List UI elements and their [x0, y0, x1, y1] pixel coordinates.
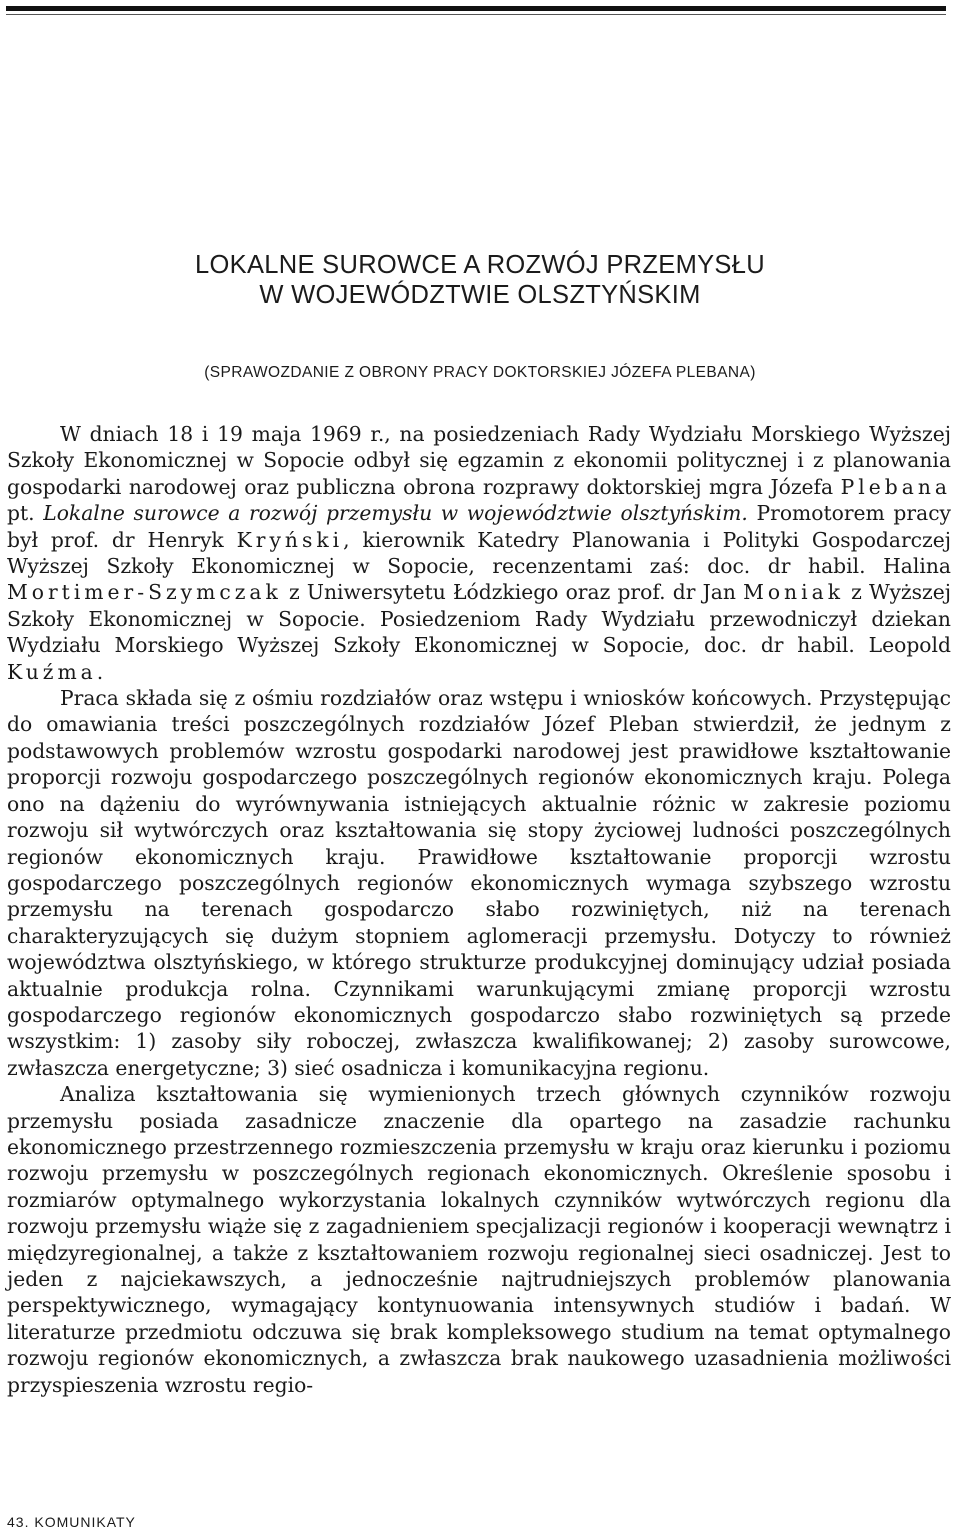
article-subtitle: (SPRAWOZDANIE Z OBRONY PRACY DOKTORSKIEJ JÓZEFA PLEBANA)	[204, 364, 756, 381]
title-line-2: W WOJEWÓDZTWIE OLSZTYŃSKIM	[259, 281, 701, 309]
top-rule-thin	[6, 14, 946, 15]
p1-text-d: , kierownik Katedry Planowania i Polityki Gospodarczej Wyższej Szkoły Ekonomicznej w Sopocie, recenzentami zaś: doc. dr habil. Halina	[7, 527, 952, 579]
article-body	[7, 421, 951, 1398]
paragraph-1	[7, 421, 951, 685]
page-footer: 43. KOMUNIKATY	[7, 1514, 136, 1530]
thesis-title: Lokalne surowce a rozwój przemysłu w województwie olsztyńskim.	[43, 501, 748, 526]
top-rule	[6, 6, 946, 11]
p1-text-c: Promotorem pracy był prof. dr Henryk	[7, 501, 952, 552]
paragraph-2: Praca składa się z ośmiu rozdziałów oraz wstępu i wniosków końcowych. Przystępując do omawiania treści poszczególnych rozdziałów Józef Pleban stwierdził, że jednym z podstawowych problemów wzrostu gospodarki narodowej jest prawidłowe kształtowanie proporcji rozwoju gospodarczego poszczególnych regionów ekonomicznych kraju. Polega ono na dążeniu do wyrównywania istniejących aktualnie różnic w zakresie poziomu rozwoju sił wytwórczych oraz kształtowania się stopy życiowej ludności poszczególnych regionów ekonomicznych kraju. Prawidłowe kształtowanie proporcji wzrostu gospodarczego poszczególnych regionów ekonomicznych wymaga szybszego wzrostu przemysłu na terenach gospodarczo słabo rozwiniętych, niż na terenach charakteryzujących się dużym stopniem aglomeracji przemysłu. Dotyczy to również województwa olsztyńskiego, w którego strukturze produkcyjnej dominujący udział posiada aktualnie produkcja rolna. Czynnikami warunkującymi zmianę proporcji wzrostu gospodarczego regionów ekonomicznych gospodarczo słabo rozwiniętych są przede wszystkim: 1) zasoby siły roboczej, zwłaszcza kwalifikowanej; 2) zasoby surowcowe, zwłaszcza energetyczne; 3) sieć osadnicza i komunikacyjna regionu.	[7, 686, 951, 1080]
p1-text-g: .	[96, 659, 104, 684]
person-name-mortimer: Mortimer-Szymczak	[7, 580, 282, 605]
p1-text-e: z Uniwersytetu Łódzkiego oraz prof. dr Jan	[281, 580, 744, 605]
title-line-1: LOKALNE SUROWCE A ROZWÓJ PRZEMYSŁU	[195, 251, 765, 279]
person-name-moniak: Moniak	[743, 580, 844, 605]
article-title	[0, 250, 960, 310]
person-name-kuzma: Kuźma	[7, 659, 97, 684]
person-name-krynski: Kryński	[236, 527, 344, 552]
p1-text-b: pt.	[7, 501, 44, 526]
p1-text-a: W dniach 18 i 19 maja 1969 r., na posiedzeniach Rady Wydziału Morskiego Wyższej Szkoły Ekonomicznej w Sopocie odbył się egzamin z ekonomii politycznej i z planowania gospodarki narodowej oraz publiczna obrona rozprawy doktorskiej mgra Józefa	[7, 422, 951, 499]
p1-text-f: z Wyższej Szkoły Ekonomicznej w Sopocie. Posiedzeniom Rady Wydziału przewodniczył dziekan Wydziału Morskiego Wyższej Szkoły Ekonomicznej w Sopocie, doc. dr habil. Leopold	[7, 580, 951, 658]
paragraph-3: Analiza kształtowania się wymienionych trzech głównych czynników rozwoju przemysłu posiada zasadnicze znaczenie dla opartego na zasadzie rachunku ekonomicznego przestrzennego rozmieszczenia przemysłu w kraju oraz kierunku i poziomu rozwoju przemysłu w poszczególnych regionach ekonomicznych. Określenie sposobu i rozmiarów optymalnego wykorzystania lokalnych czynników wytwórczych regionu dla rozwoju przemysłu wiąże się z zagadnieniem specjalizacji regionów i kooperacji wewnątrz i międzyregionalnej, a także z kształtowaniem rozwoju regionalnej sieci osadniczej. Jest to jeden z najciekawszych, a jednocześnie najtrudniejszych problemów planowania perspektywicznego, wymagający kontynuowania intensywnych studiów i badań. W literaturze przedmiotu odczuwa się brak kompleksowego studium na temat optymalnego rozwoju regionów ekonomicznych, a zwłaszcza brak naukowego uzasadnienia możliwości przyspieszenia wzrostu regio-	[7, 1082, 951, 1397]
person-name-pleban: Plebana	[840, 474, 951, 499]
